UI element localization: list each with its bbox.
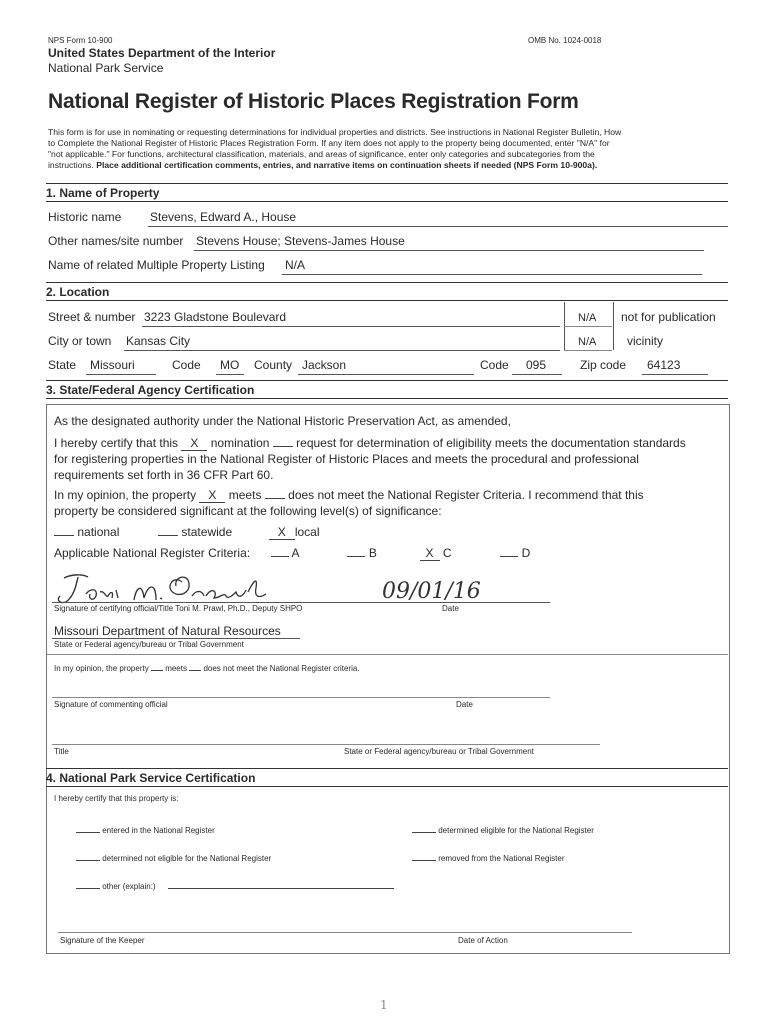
not-eligible-row [76, 854, 271, 863]
local-checkbox[interactable]: X [269, 525, 295, 540]
intro-line: This form is for use in nominating or requesting determinations for individual properties and districts. See instructions in National Register Bulletin, How [48, 127, 622, 137]
title-agency-caption: State or Federal agency/bureau or Tribal Government [344, 747, 534, 756]
other-row [76, 882, 394, 891]
opinion-text-c: does not meet the National Register Criteria. I recommend that this [288, 488, 644, 502]
mpl-label: Name of related Multiple Property Listing [48, 258, 265, 272]
mpl-value[interactable]: N/A [285, 258, 306, 272]
signature-caption: Signature of certifying official/Title Toni M. Prawl, Ph.D., Deputy SHPO [54, 604, 303, 613]
determined-eligible-label: determined eligible for the National Register [438, 826, 594, 835]
historic-name-label: Historic name [48, 210, 122, 224]
entered-label: entered in the National Register [102, 826, 215, 835]
county-code-label: Code [480, 358, 509, 372]
county-value[interactable]: Jackson [302, 358, 347, 372]
state-value[interactable]: Missouri [90, 358, 135, 372]
state-label: State [48, 358, 77, 372]
intro-line: to Complete the National Register of Historic Places Registration Form. If any item does not apply to the property being documented, enter "N/A" for [48, 138, 610, 148]
certify-line2: for registering properties in the National Register of Historic Places and meets the procedural and professional [54, 452, 639, 466]
commenting-signature-caption: Signature of commenting official [54, 700, 168, 709]
city-na[interactable]: N/A [578, 336, 597, 348]
form-number: NPS Form 10-900 [48, 36, 113, 45]
opinion-text-b: meets [228, 488, 262, 502]
level-statewide: statewide [181, 525, 233, 539]
street-label: Street & number [48, 310, 136, 324]
other-explain-field[interactable] [168, 888, 394, 889]
city-label: City or town [48, 334, 112, 348]
criterion-a: A [291, 546, 299, 560]
entered-checkbox[interactable] [76, 832, 100, 833]
determined-eligible-row [412, 826, 594, 835]
criteria-row [54, 546, 530, 561]
other-checkbox[interactable] [76, 888, 100, 889]
comment-opinion-row [54, 664, 360, 673]
title-caption: Title [54, 747, 69, 756]
historic-name-value[interactable]: Stevens, Edward A., House [150, 210, 297, 224]
certify-text-a: I hereby certify that this [54, 436, 179, 450]
removed-row [412, 854, 565, 863]
other-names-label: Other names/site number [48, 234, 184, 248]
service: National Park Service [48, 61, 164, 75]
criterion-c-checkbox[interactable]: X [420, 546, 440, 561]
department: United States Department of the Interior [48, 46, 276, 60]
criterion-b: B [368, 546, 377, 560]
date-of-action-caption: Date of Action [458, 936, 508, 945]
not-eligible-label: determined not eligible for the National Register [102, 854, 272, 863]
opinion-line2: property be considered significant at the following level(s) of significance: [54, 504, 442, 518]
county-code-value[interactable]: 095 [526, 358, 547, 372]
request-checkbox[interactable] [273, 446, 293, 447]
intro-text [48, 127, 738, 171]
agency-value[interactable]: Missouri Department of Natural Resources [54, 624, 281, 638]
section4-heading: 4. National Park Service Certification [46, 771, 256, 785]
criterion-a-checkbox[interactable] [271, 556, 289, 557]
level-local: local [294, 525, 320, 539]
comment-opinion-a: In my opinion, the property [54, 664, 149, 673]
certify-line1 [54, 436, 686, 451]
criterion-d-checkbox[interactable] [500, 556, 518, 557]
handwritten-date-text: 09/01/16 [382, 579, 481, 604]
intro-line: "not applicable." For functions, architectural classification, materials, and areas of significance, enter only categories and subcategories from the [48, 149, 595, 159]
page-number: 1 [380, 998, 388, 1012]
keeper-signature-caption: Signature of the Keeper [60, 936, 145, 945]
street-value[interactable]: 3223 Gladstone Boulevard [144, 310, 287, 324]
certify-text-c: request for determination of eligibility meets the documentation standards [296, 436, 686, 450]
other-names-value[interactable]: Stevens House; Stevens-James House [196, 234, 405, 248]
criterion-d: D [521, 546, 531, 560]
omb-number: OMB No. 1024-0018 [528, 36, 602, 45]
zip-value[interactable]: 64123 [647, 358, 681, 372]
comment-does-not-meet-checkbox[interactable] [189, 670, 201, 671]
section1-heading: 1. Name of Property [46, 186, 160, 200]
authority-text: As the designated authority under the National Historic Preservation Act, as amended, [54, 414, 511, 428]
nomination-checkbox[interactable]: X [181, 436, 207, 451]
removed-label: removed from the National Register [438, 854, 565, 863]
level-national: national [77, 525, 120, 539]
certify-line3: requirements set forth in 36 CFR Part 60. [54, 468, 274, 482]
zip-label: Zip code [580, 358, 627, 372]
intro-bold: Place additional certification comments, entries, and narrative items on continuation sheets if needed (NPS Form 10-900a). [96, 160, 598, 170]
determined-eligible-checkbox[interactable] [412, 832, 436, 833]
meets-checkbox[interactable]: X [199, 488, 225, 503]
section3-heading: 3. State/Federal Agency Certification [46, 383, 255, 397]
comment-rest: does not meet the National Register criteria. [203, 664, 360, 673]
criterion-b-checkbox[interactable] [347, 556, 365, 557]
vicinity: vicinity [627, 334, 664, 348]
statewide-checkbox[interactable] [158, 535, 178, 536]
criterion-c: C [442, 546, 452, 560]
code-value[interactable]: MO [220, 358, 240, 372]
entered-row [76, 826, 215, 835]
not-eligible-checkbox[interactable] [76, 860, 100, 861]
date-caption: Date [442, 604, 459, 613]
does-not-meet-checkbox[interactable] [265, 498, 285, 499]
county-label: County [254, 358, 293, 372]
opinion-text-a: In my opinion, the property [54, 488, 197, 502]
agency-caption: State or Federal agency/bureau or Tribal Government [54, 640, 244, 649]
removed-checkbox[interactable] [412, 860, 436, 861]
criteria-label: Applicable National Register Criteria: [54, 546, 251, 560]
certify-text-b: nomination [210, 436, 270, 450]
level-row [54, 525, 320, 540]
commenting-date-caption: Date [456, 700, 473, 709]
comment-meets: meets [165, 664, 187, 673]
intro-line: instructions. [48, 160, 97, 170]
comment-meets-checkbox[interactable] [151, 670, 163, 671]
other-label: other (explain:) [102, 882, 156, 891]
opinion-line1 [54, 488, 644, 503]
not-for-publication: not for publication [621, 310, 716, 324]
code-label: Code [172, 358, 201, 372]
city-value[interactable]: Kansas City [126, 334, 191, 348]
national-checkbox[interactable] [54, 535, 74, 536]
street-na[interactable]: N/A [578, 312, 597, 324]
page-title: National Register of Historic Places Registration Form [48, 90, 579, 113]
nps-certify-text: I hereby certify that this property is: [54, 794, 179, 803]
section2-heading: 2. Location [46, 285, 110, 299]
